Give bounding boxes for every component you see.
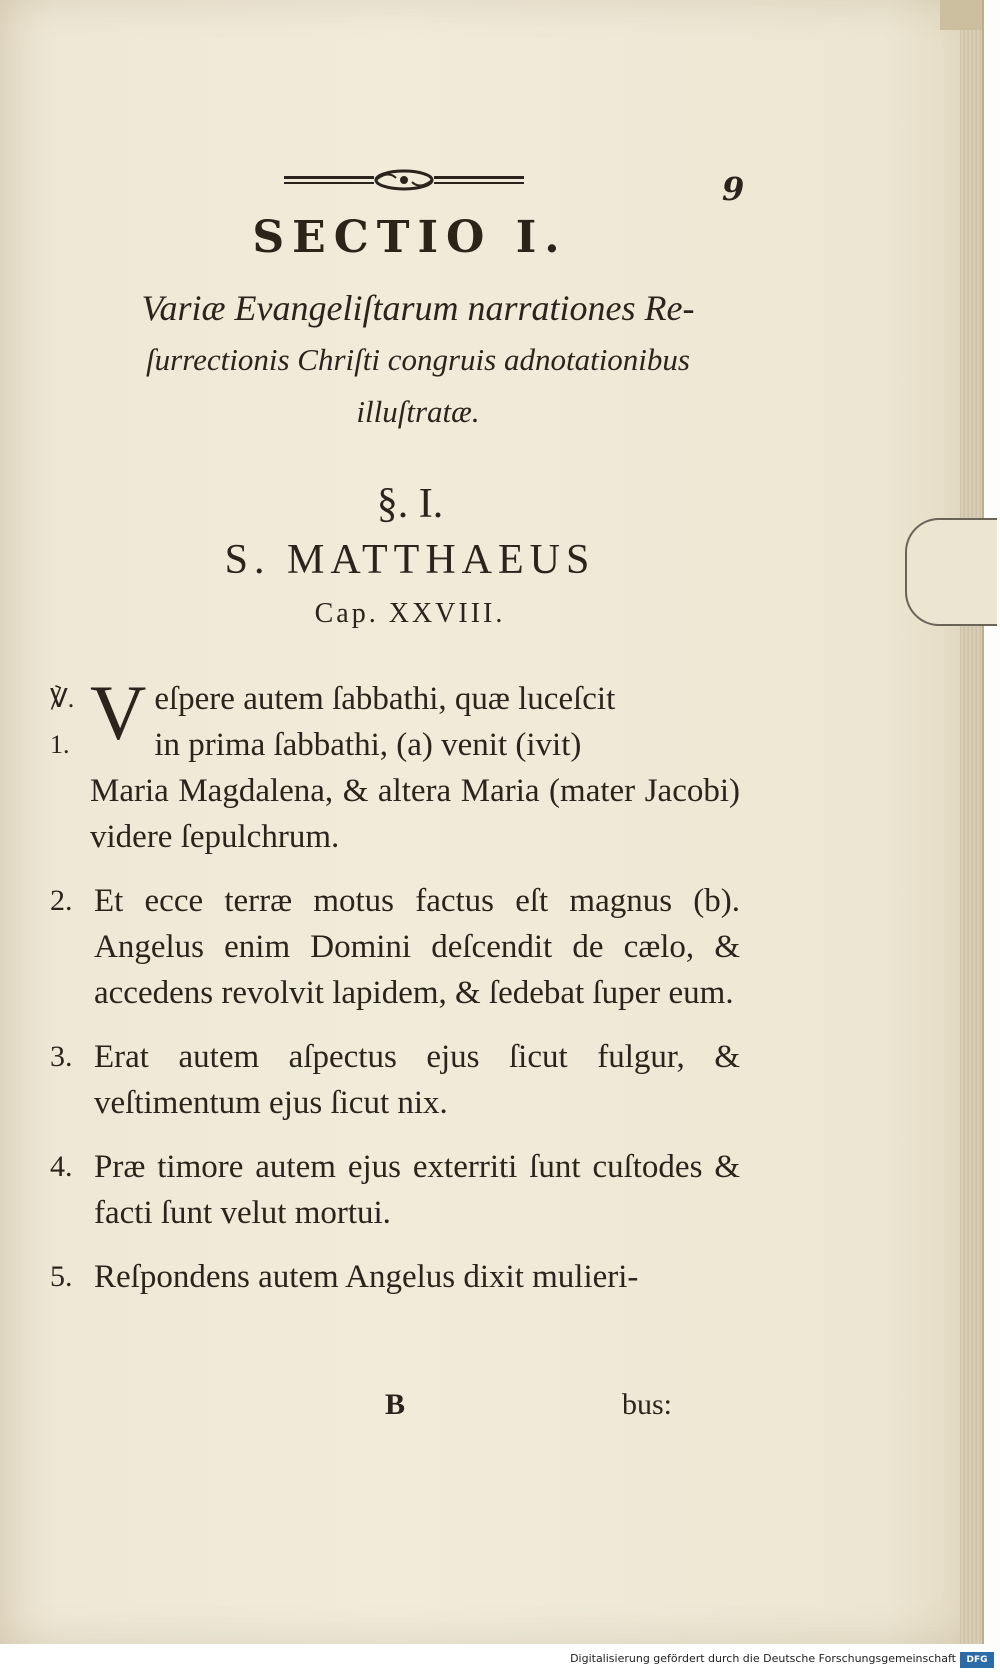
funding-credit: Digitalisierung gefördert durch die Deutsche Forschungsgemeinschaft	[570, 1652, 956, 1665]
verse-text: Maria Magdalena, & altera Maria (mater Jacobi) videre ſepulchrum.	[90, 773, 740, 855]
verse-number: 5.	[50, 1260, 73, 1293]
verse-number: ℣. 1.	[50, 684, 75, 759]
verse-line: eſpere autem ſabbathi, quæ luceſcit	[154, 681, 616, 717]
footer-bar	[0, 1650, 1000, 1674]
verse-number: 3.	[50, 1040, 73, 1073]
verse-text: Et ecce terræ motus factus eſt magnus (b). Angelus enim Domini deſcendit de cælo, & accedens revolvit lapidem, & ſedebat ſuper eum.	[94, 883, 740, 1011]
verse-line: in prima ſabbathi, (a) venit (ivit)	[154, 727, 582, 763]
verse-text: Reſpondens autem Angelus dixit mulieri-	[94, 1259, 639, 1295]
section-subtitle	[88, 282, 748, 438]
verse-number: 4.	[50, 1150, 73, 1183]
section-title: SECTIO I.	[252, 212, 568, 263]
catchword: bus:	[622, 1388, 673, 1421]
evangelist-heading: S. MATTHAEUS	[224, 537, 596, 583]
ornament-rule-icon	[284, 166, 524, 194]
verse-4	[50, 1144, 740, 1236]
verse-5	[50, 1254, 740, 1300]
verse-text: Præ timore autem ejus exterriti ſunt cuſtodes & facti ſunt velut mortui.	[94, 1149, 740, 1231]
verse-3	[50, 1034, 740, 1126]
verse-list	[50, 669, 740, 1318]
page-number: 9	[722, 170, 745, 208]
verse-number: 2.	[50, 884, 73, 917]
paragraph-mark: §. I.	[376, 481, 444, 527]
drop-capital: V	[90, 669, 147, 756]
verse-text: Erat autem aſpectus ejus ſicut fulgur, & veſtimentum ejus ſicut nix.	[94, 1039, 740, 1121]
chapter-heading: Cap. XXVIII.	[314, 598, 506, 629]
subtitle-line: Variæ Evangeliſtarum narrationes Re-	[141, 288, 695, 328]
subtitle-line: illuſtratæ.	[356, 394, 480, 429]
verse-2	[50, 878, 740, 1016]
signature-mark: B	[385, 1388, 406, 1421]
dfg-logo-icon: DFG	[960, 1652, 994, 1668]
subtitle-line: ſurrectionis Chriſti congruis adnotationibus	[146, 342, 690, 377]
verse-1	[50, 669, 740, 860]
